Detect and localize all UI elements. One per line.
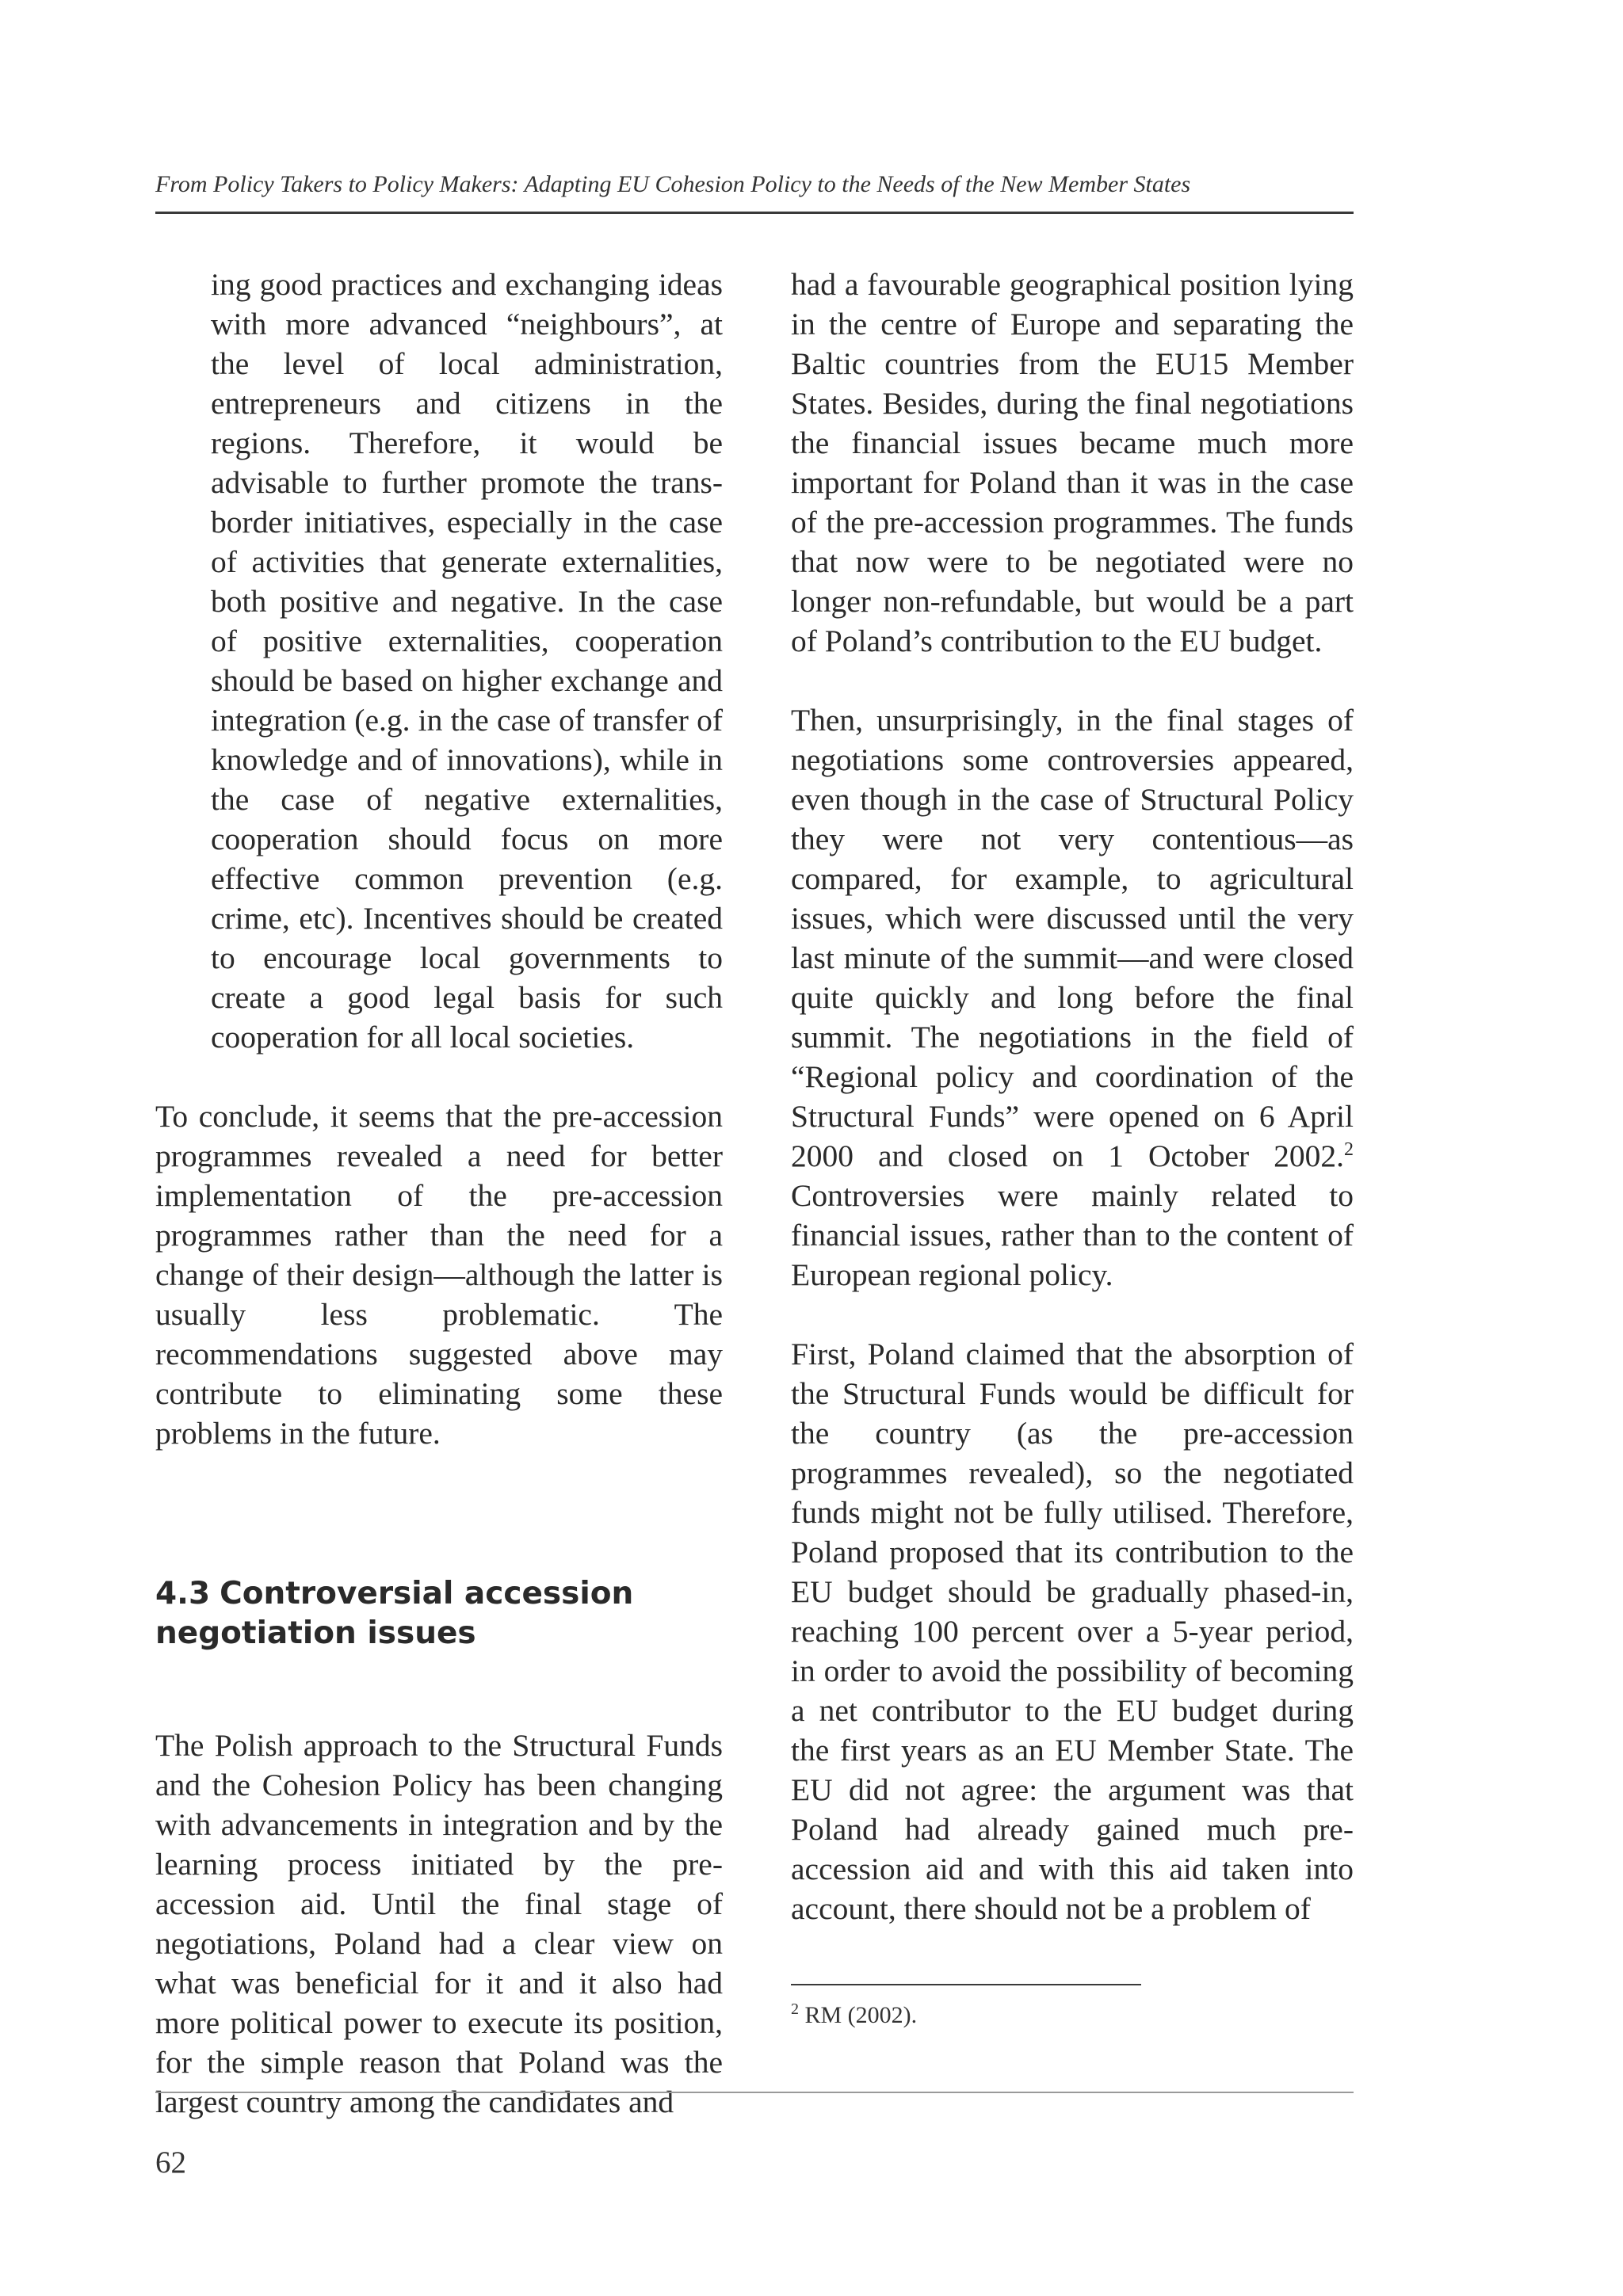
right-column: [791, 265, 1354, 1928]
indented-paragraph: ing good practices and exchanging ideas with more advanced “neighbours”, at the level of local administration, entrepreneurs and citizens in the regions. Therefore, it would be advisable to further promote the trans-border initiatives, especially in the case of activities that generate externalities, both positive and negative. In the case of positive externalities, cooperation should be based on higher exchange and integration (e.g. in the case of transfer of knowledge and of innovations), while in the case of negative externalities, cooperation should focus on more effective common prevention (e.g. crime, etc). Incentives should be created to encourage local governments to create a good legal basis for such cooperation for all local societies.: [211, 267, 723, 1055]
header-rule: [155, 212, 1354, 214]
running-header: From Policy Takers to Policy Makers: Adapting EU Cohesion Policy to the Needs of the New Member States: [155, 171, 1191, 197]
paragraph-2-text: Then, unsurprisingly, in the final stages of negotiations some controversies appeared, even though in the case of Structural Policy they were not very contentious—as compared, for example, to agricultural issues, which were discussed until the very last minute of the summit—and were closed quite quickly and long before the final summit. The negotiations in the field of “Regional policy and coordination of the Structural Funds” were opened on 6 April 2000 and closed on 1 October 2002.: [791, 703, 1354, 1173]
section-title: Controversial accession negotiation issues: [155, 1576, 634, 1651]
section-heading: [155, 1574, 723, 1726]
right-paragraph-1: had a favourable geographical position lying in the centre of Europe and separating the Baltic countries from the EU15 Member States. Besides, during the final negotiations the financial issues became much more important for Poland than it was in the case of the pre-accession programmes. The funds that now were to be negotiated were no longer non-refundable, but would be a part of Poland’s contribution to the EU budget.: [791, 267, 1354, 658]
right-paragraph-3: First, Poland claimed that the absorption of the Structural Funds would be difficult for the country (as the pre-accession programmes revealed), so the negotiated funds might not be fully utilised. Therefore, Poland proposed that its contribution to the EU budget should be gradually phased-in, reaching 100 percent over a 5-year period, in order to avoid the possibility of becoming a net contributor to the EU budget during the first years as an EU Member State. The EU did not agree: the argument was that Poland had already gained much pre-accession aid and with this aid taken into account, there should not be a problem of: [791, 1337, 1354, 1926]
conclusion-paragraph: To conclude, it seems that the pre-accession programmes revealed a need for better implementation of the pre-accession programmes rather than the need for a change of their design—although the latter is usually less problematic. The recommendations suggested above may contribute to eliminating some these problems in the future.: [155, 1099, 723, 1451]
right-paragraph-2: [791, 700, 1354, 1295]
footnote-text: RM (2002).: [799, 2002, 918, 2028]
footnote: [791, 2000, 917, 2031]
left-column: [155, 265, 723, 2122]
footnote-marker: 2: [791, 2000, 799, 2018]
section-number: 4.3: [155, 1576, 211, 1611]
section-paragraph: The Polish approach to the Structural Funds and the Cohesion Policy has been changing with advancements in integration and by the learning process initiated by the pre-accession aid. Until the final stage of negotiations, Poland had a clear view on what was beneficial for it and it also had more political power to execute its position, for the simple reason that Poland was the largest country among the candidates and: [155, 1728, 723, 2119]
paragraph-2-text-cont: Controversies were mainly related to financial issues, rather than to the content of European regional policy.: [791, 1178, 1354, 1292]
footnote-rule: [791, 1984, 1141, 1985]
footer-rule: [155, 2092, 1354, 2093]
footnote-reference: 2: [1344, 1138, 1354, 1160]
page-number: 62: [155, 2145, 186, 2180]
